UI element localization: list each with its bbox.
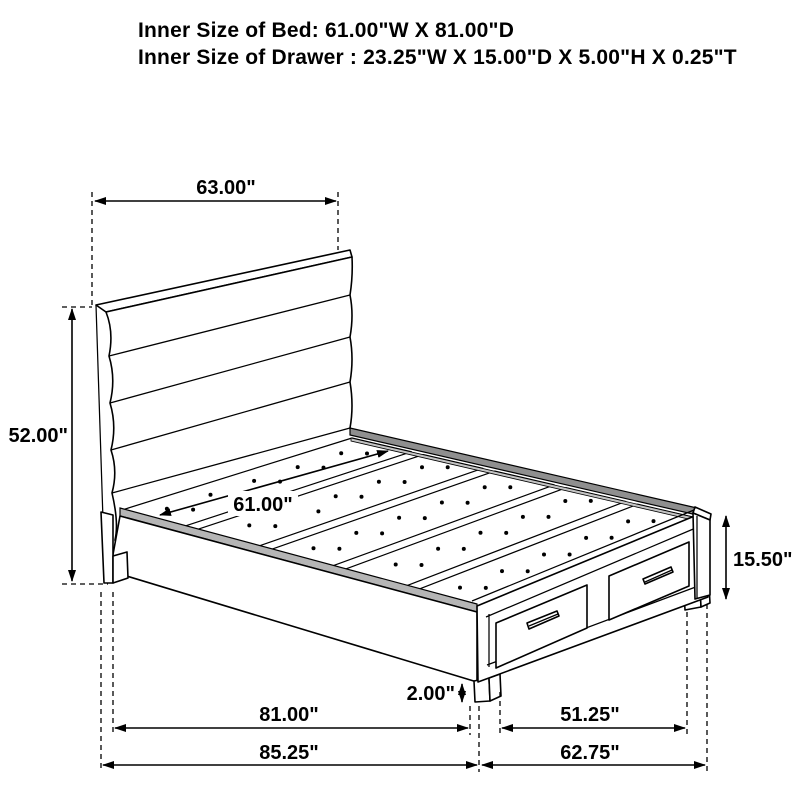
dim-label-footboard-span: 62.75" (560, 742, 620, 764)
dim-label-drawer-side-span: 51.25" (560, 704, 620, 726)
slat-screw-hole (365, 452, 369, 456)
slat-screw-hole (526, 569, 530, 573)
slat-screw-hole (423, 516, 427, 520)
slat-screw-hole (542, 553, 546, 557)
slat-screw-hole (547, 515, 551, 519)
slat-screw-hole (462, 547, 466, 551)
dim-label-inner-width: 61.00" (233, 494, 293, 516)
footboard-right-post (693, 507, 711, 599)
slat-screw-hole (296, 465, 300, 469)
slat-screw-hole (589, 499, 593, 503)
right-post-face (693, 513, 710, 599)
dim-footboard-height (726, 516, 793, 599)
dim-label-overall-depth: 85.25" (259, 742, 319, 764)
header-line-bed-size: Inner Size of Bed: 61.00"W X 81.00"D (138, 19, 515, 42)
dim-label-headboard-width: 63.00" (196, 177, 256, 199)
slat-screw-hole (209, 493, 213, 497)
dim-label-leg-height: 2.00" (406, 683, 455, 705)
slat-screw-hole (483, 485, 487, 489)
slat-screw-hole (377, 480, 381, 484)
slat-screw-hole (334, 494, 338, 498)
slat-screw-hole (508, 485, 512, 489)
slat-screw-hole (380, 531, 384, 535)
left-leg-front (474, 678, 490, 702)
dim-inner-depth (115, 704, 468, 728)
slat-screw-hole (446, 465, 450, 469)
slat-screw-hole (312, 546, 316, 550)
slat-screw-hole (252, 479, 256, 483)
dim-overall-depth (103, 742, 477, 765)
dim-label-footboard-height: 15.50" (733, 549, 793, 571)
slat-screw-hole (466, 501, 470, 505)
slat-screw-hole (273, 524, 277, 528)
slat-screw-hole (397, 516, 401, 520)
slat-screw-hole (420, 465, 424, 469)
slat-screw-hole (652, 519, 656, 523)
slat-screw-hole (521, 515, 525, 519)
slat-screw-hole (479, 531, 483, 535)
slat-screw-hole (316, 509, 320, 513)
slat-screw-hole (626, 519, 630, 523)
slat-screw-hole (458, 586, 462, 590)
slat-screw-hole (500, 569, 504, 573)
dim-headboard-height (8, 309, 72, 581)
slat-screw-hole (436, 547, 440, 551)
slat-screw-hole (354, 531, 358, 535)
slat-screw-hole (563, 499, 567, 503)
dim-footboard-span (482, 742, 705, 765)
slat-screw-hole (568, 553, 572, 557)
headboard-leg-side (113, 552, 128, 583)
slat-screw-hole (610, 536, 614, 540)
slat-screw-hole (420, 563, 424, 567)
slat-screw-hole (584, 536, 588, 540)
dim-label-inner-depth: 81.00" (259, 704, 319, 726)
dim-headboard-width (95, 177, 336, 201)
headboard-leg-front (101, 512, 113, 583)
dim-label-headboard-height: 52.00" (8, 425, 68, 447)
slat-screw-hole (394, 563, 398, 567)
dim-drawer-side-span (502, 704, 685, 728)
slat-screw-hole (403, 480, 407, 484)
slat-screw-hole (440, 501, 444, 505)
slat-screw-hole (360, 495, 364, 499)
slat-screw-hole (247, 523, 251, 527)
slat-screw-hole (339, 451, 343, 455)
dim-leg-height (407, 683, 462, 705)
header-line-drawer-size: Inner Size of Drawer : 23.25"W X 15.00"D X 5.00"H X 0.25"T (138, 46, 737, 69)
slat-screw-hole (504, 531, 508, 535)
slat-screw-hole (191, 508, 195, 512)
slat-screw-hole (337, 547, 341, 551)
slat-screw-hole (484, 586, 488, 590)
slat-screw-hole (165, 507, 169, 511)
